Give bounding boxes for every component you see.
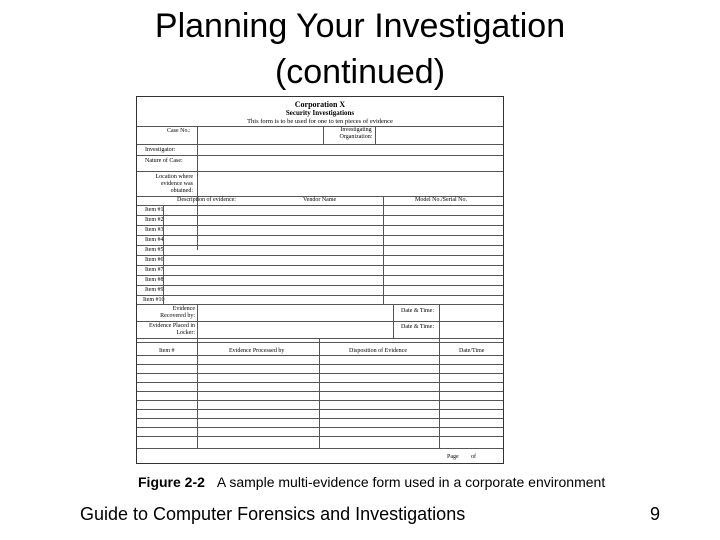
of-label: of [471, 454, 476, 460]
form-note: This form is to be used for one to ten pieces of evidence [247, 118, 393, 125]
evidence-recovered-label: Evidence Recovered by: [160, 306, 195, 319]
figure-caption [138, 474, 605, 490]
figure-caption-text: A sample multi-evidence form used in a corporate environment [216, 474, 606, 490]
item-label: Item #6 [145, 257, 164, 263]
page-label: Page [447, 454, 459, 460]
form-dept: Security Investigations [285, 109, 355, 117]
slide-title: Planning Your Investigation [154, 7, 566, 45]
item-label: Item #2 [145, 217, 164, 223]
col-disposition: Disposition of Evidence [349, 348, 407, 354]
col-vendor: Vendor Name [303, 197, 337, 203]
item-label: Item #5 [145, 247, 164, 253]
figure-label: Figure 2-2 [138, 474, 205, 490]
col-processed-by: Evidence Processed by [229, 348, 285, 354]
col-date-time: Date/Time [459, 348, 485, 354]
item-label: Item #8 [145, 277, 164, 283]
item-label: Item #1 [145, 207, 164, 213]
col-description: Description of evidence: [177, 197, 236, 203]
location-label: Location where evidence was obtained: [155, 174, 193, 194]
nature-of-case-label: Nature of Case: [145, 158, 183, 164]
footer-text: Guide to Computer Forensics and Investigations [80, 504, 466, 524]
investigating-org-label: Investigating Organization: [339, 127, 373, 140]
col-model: Model No./Serial No. [415, 197, 467, 203]
evidence-form [136, 96, 504, 464]
date-time-label: Date & Time: [401, 308, 435, 314]
item-label: Item #3 [145, 227, 164, 233]
investigator-label: Investigator: [145, 147, 176, 153]
date-time-label: Date & Time: [401, 324, 435, 330]
col-item: Item # [159, 348, 175, 354]
item-label: Item #4 [145, 237, 164, 243]
form-org: Corporation X [294, 100, 346, 109]
item-label: Item #7 [145, 267, 164, 273]
page-number: 9 [650, 504, 661, 524]
item-label: Item #10 [143, 297, 165, 303]
case-no-label: Case No.: [167, 128, 191, 134]
evidence-placed-label: Evidence Placed in Locker: [149, 323, 195, 336]
item-label: Item #9 [145, 287, 164, 293]
slide-title-continued: (continued) [274, 53, 446, 91]
